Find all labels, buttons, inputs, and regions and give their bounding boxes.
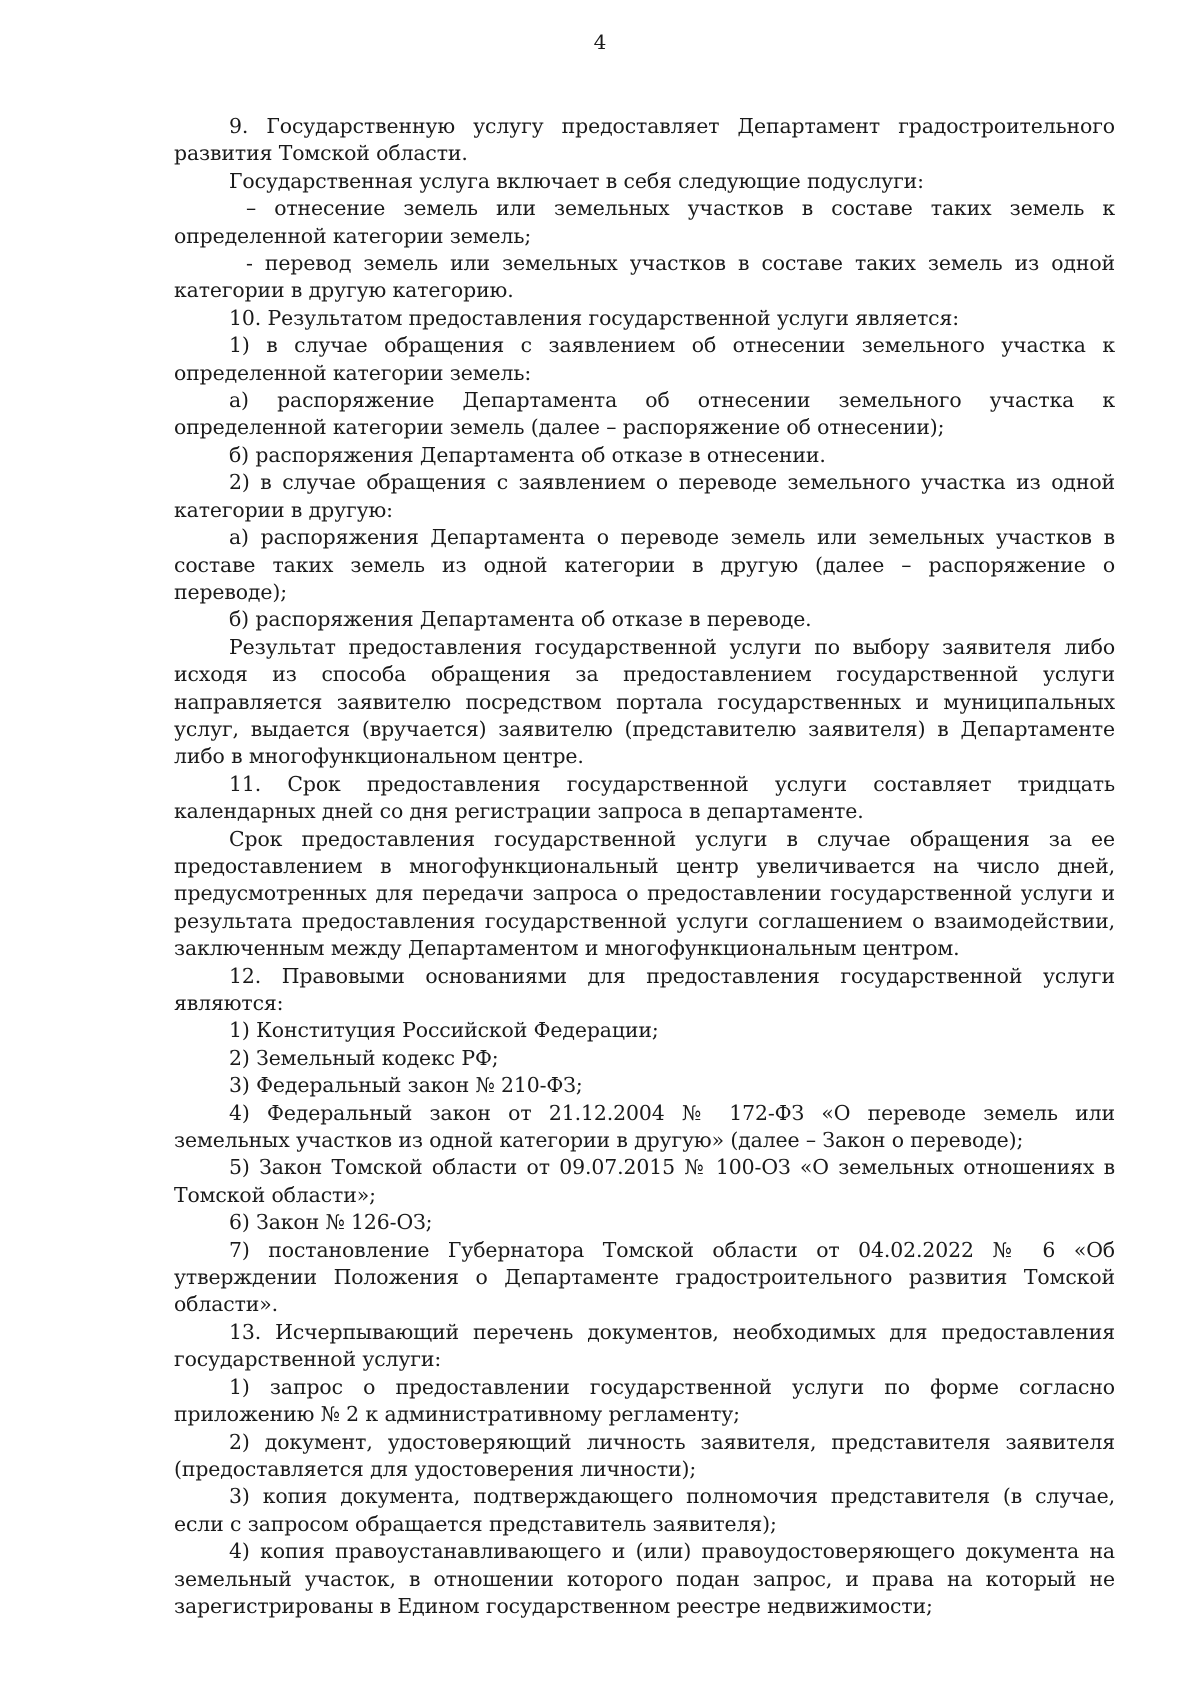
page-number: 4 <box>593 30 607 54</box>
paragraph: 7) постановление Губернатора Томской области от 04.02.2022 № 6 «Об утверждении Положения о Департаменте градостроительного развития Томской области». <box>174 1237 1115 1317</box>
paragraph: 2) в случае обращения с заявлением о переводе земельного участка из одной категории в другую: <box>174 470 1115 522</box>
paragraph: Срок предоставления государственной услуги в случае обращения за ее предоставлением в многофункциональный центр увеличивается на число дней, предусмотренных для передачи запроса о предоставлении государственной услуги и результата предоставления государственной услуги соглашением о взаимодействии, заключенным между Департаментом и многофункциональным центром. <box>174 826 1115 961</box>
paragraph: 2) Земельный кодекс РФ; <box>229 1045 499 1070</box>
paragraph: 13. Исчерпывающий перечень документов, необходимых для предоставления государственной услуги: <box>174 1319 1115 1372</box>
paragraph: Государственная услуга включает в себя следующие подуслуги: <box>229 168 924 193</box>
paragraph: 2) документ, удостоверяющий личность заявителя, представителя заявителя (предоставляется для удостоверения личности); <box>174 1429 1115 1481</box>
paragraph: – отнесение земель или земельных участков в составе таких земель к определенной категории земель; <box>174 196 1115 248</box>
paragraph: а) распоряжения Департамента о переводе земель или земельных участков в составе таких земель из одной категории в другую (далее – распоряжение о переводе); <box>174 525 1115 604</box>
paragraph: - перевод земель или земельных участков в составе таких земель из одной категории в другую категорию. <box>174 251 1115 303</box>
paragraph: б) распоряжения Департамента об отказе в переводе. <box>229 607 812 632</box>
paragraph: 6) Закон № 126-ОЗ; <box>229 1210 433 1235</box>
paragraph: 11. Срок предоставления государственной услуги составляет тридцать календарных дней со дня регистрации запроса в департаменте. <box>174 771 1115 824</box>
paragraph: 3) копия документа, подтверждающего полномочия представителя (в случае, если с запросом обращается представитель заявителя); <box>174 1484 1115 1536</box>
paragraph: Результат предоставления государственной услуги по выбору заявителя либо исходя из способа обращения за предоставлением государственной услуги направляется заявителю посредством портала государственных и муниципальных услуг, выдается (вручается) заявителю (представителю заявителя) в Департаменте либо в многофункциональном центре. <box>174 634 1115 769</box>
paragraph: 1) Конституция Российской Федерации; <box>229 1018 659 1043</box>
paragraph: 1) в случае обращения с заявлением об отнесении земельного участка к определенной категории земель: <box>174 333 1115 385</box>
paragraph: 3) Федеральный закон № 210-ФЗ; <box>229 1073 583 1098</box>
paragraph: 4) копия правоустанавливающего и (или) правоудостоверяющего документа на земельный участок, в отношении которого подан запрос, и права на который не зарегистрированы в Едином государственном реестре недвижимости; <box>174 1539 1115 1618</box>
paragraph: а) распоряжение Департамента об отнесении земельного участка к определенной категории земель (далее – распоряжение об отнесении); <box>174 388 1115 440</box>
paragraph: 5) Закон Томской области от 09.07.2015 № 100-ОЗ «О земельных отношениях в Томской области»; <box>174 1155 1115 1207</box>
paragraph: 12. Правовыми основаниями для предоставления государственной услуги являются: <box>174 963 1115 1015</box>
document-body <box>174 113 1115 1620</box>
paragraph: 1) запрос о предоставлении государственной услуги по форме согласно приложению № 2 к административному регламенту; <box>174 1374 1115 1427</box>
paragraph: б) распоряжения Департамента об отказе в отнесении. <box>229 442 826 467</box>
paragraph: 9. Государственную услугу предоставляет Департамент градостроительного развития Томской области. <box>174 114 1115 166</box>
paragraph: 4) Федеральный закон от 21.12.2004 № 172-ФЗ «О переводе земель или земельных участков из одной категории в другую» (далее – Закон о переводе); <box>174 1100 1115 1153</box>
paragraph: 10. Результатом предоставления государственной услуги является: <box>229 305 960 330</box>
